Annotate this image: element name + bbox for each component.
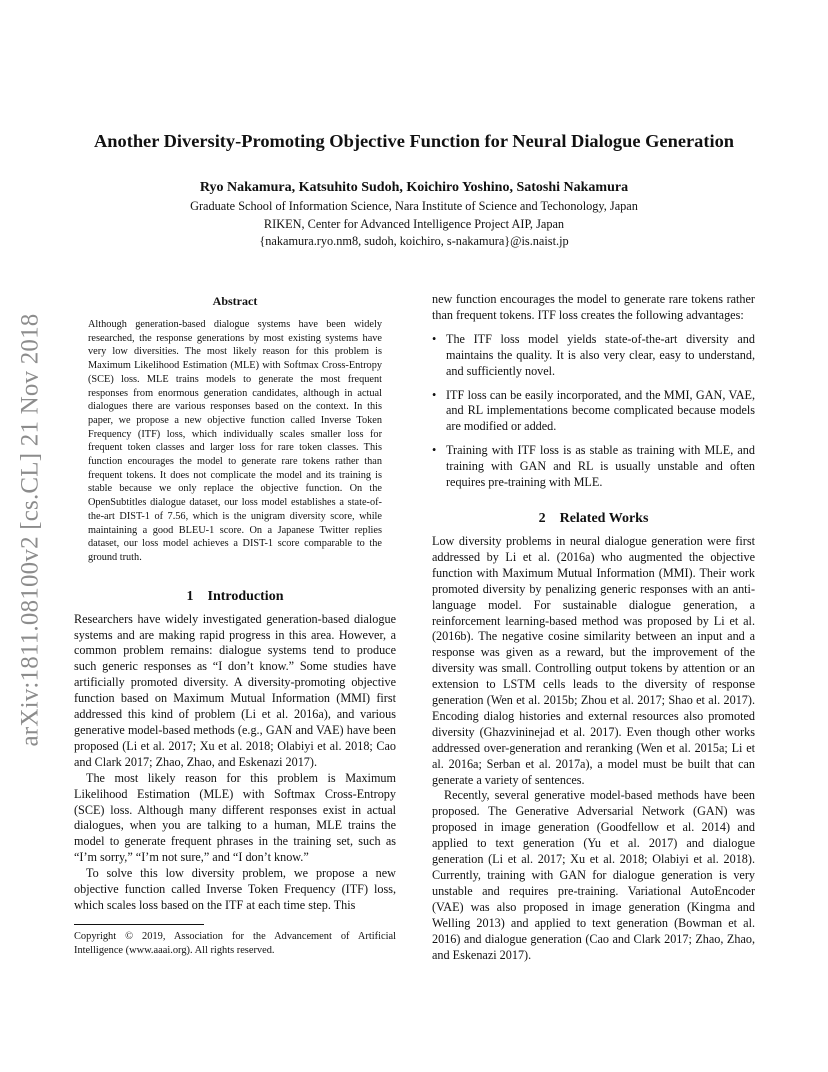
section-number: 2 [538,510,546,526]
list-item-text: ITF loss can be easily incorporated, and the MMI, GAN, VAE, and RL implementations become complicated because models are modified or added. [446,387,755,434]
section-number: 1 [186,588,194,604]
copyright-notice: Copyright © 2019, Association for the Advancement of Artificial Intelligence (www.aaai.org). All rights reserved. [74,931,396,956]
left-column [74,294,396,914]
footnote-rule [74,924,204,925]
author-list: Ryo Nakamura, Katsuhito Sudoh, Koichiro Yoshino, Satoshi Nakamura [199,180,629,195]
affiliation-line: Graduate School of Information Science, Nara Institute of Science and Techonology, Japan [190,199,638,213]
paragraph: Low diversity problems in neural dialogue generation were first addressed by Li et al. (2016a) who augmented the objective function with Maximum Mutual Information (MMI). Their work promoted diversity by penalizing generic responses with an anti-language model. For sustainable dialogue generation, a reinforcement learning-based method was proposed by Li et al. (2016b). The negative cosine similarity between an input and a response was given as a reward, but the improvement of the diversity was small. Controlling output tokens by attention or an extension to LSTM cells leads to the diversity of response generation (Wen et al. 2015b; Zhou et al. 2017; Shao et al. 2017). Encoding dialog histories and external resources also promoted diversity (Ghazvininejad et al. 2017). Even though other works addressed over-generation and reranking (Wen et al. 2015a; Li et al. 2016a; Serban et al. 2017a), a model must be built that can generate a variety of sentences. [432,533,755,787]
paragraph: To solve this low diversity problem, we propose a new objective function called Inverse Token Frequency (ITF) loss, which scales loss based on the ITF at each time step. This [74,866,396,912]
affiliation-line: RIKEN, Center for Advanced Intelligence Project AIP, Japan [263,216,565,231]
email-line: {nakamura.ryo.nm8, sudoh, koichiro, s-nakamura}@is.naist.jp [259,234,569,248]
list-item [432,332,755,380]
bullet-icon: • [432,443,437,458]
list-item [432,443,755,491]
affiliation-block [60,198,768,251]
advantages-list [432,332,755,491]
abstract-heading: Abstract [212,294,258,308]
section-heading-related-works [432,511,755,527]
paragraph: The most likely reason for this problem is Maximum Likelihood Estimation (MLE) with Softmax Cross-Entropy (SCE) loss. Although many different responses exist in actual dialogues, when you are talking to a human, MLE trains the model to generate frequent phrases in the training set, such as “I’m sorry,” “I’m not sure,” and “I don’t know.” [74,770,396,865]
list-item-text: Training with ITF loss is as stable as training with MLE, and training with GAN and RL is usually unstable and often requires pre-training with MLE. [446,443,755,490]
paper-title: Another Diversity-Promoting Objective Function for Neural Dialogue Generation [93,131,734,151]
section-heading-introduction [74,589,396,605]
paragraph: new function encourages the model to generate rare tokens rather than frequent tokens. ITF loss creates the following advantages: [432,292,755,322]
list-item [432,388,755,436]
abstract-text: Although generation-based dialogue systems have been widely researched, the response generations by most existing systems have very low diversities. The most likely reason for this problem is Maximum Likelihood Estimation (MLE) with Softmax Cross-Entropy (SCE) loss. MLE trains models to generate the most frequent responses from enormous generation candidates, although in actual dialogues there are various responses based on the context. In this paper, we propose a new objective function called Inverse Token Frequency (ITF) loss, which individually scales smaller loss for frequent token classes and larger loss for rare token classes. This function encourages the model to generate rare tokens rather than frequent tokens. It does not complicate the model and its training is stable because we only replace the objective function. On the OpenSubtitles dialogue dataset, our loss model establishes a state-of-the-art DIST-1 of 7.56, which is the unigram diversity score, while maintaining a good BLEU-1 score. On a Japanese Twitter replies dataset, our loss model achieves a DIST-1 score comparable to the ground truth. [88,319,382,563]
list-item-text: The ITF loss model yields state-of-the-art diversity and maintains the quality. It is also very clear, easy to understand, and sufficiently novel. [446,331,755,378]
arxiv-identifier [10,270,50,790]
right-column [432,294,755,963]
paragraph: Recently, several generative model-based methods have been proposed. The Generative Adversarial Network (GAN) was proposed in image generation (Goodfellow et al. 2014) and applied to text generation (Yu et al. 2017) and dialogue generation (Li et al. 2017; Xu et al. 2018; Olabiyi et al. 2018). Currently, training with GAN for dialogue generation is very unstable and requires pre-training. Variational AutoEncoder (VAE) was also proposed in image generation (Kingma and Welling 2013) and applied to text generation (Bowman et al. 2016) and dialogue generation (Cao and Clark 2017; Zhao, Zhao, and Eskenazi 2017). [432,788,755,962]
paragraph: Researchers have widely investigated generation-based dialogue systems and are making rapid progress in this area. However, a common problem remains: dialogue systems tend to produce such generic responses as “I don’t know.” Some studies have artificially promoted diversity. A diversity-promoting objective function based on Maximum Mutual Information (MMI) first addressed this kind of problem (Li et al. 2016a), and various generative model-based methods (e.g., GAN and VAE) have been proposed (Li et al. 2017; Xu et al. 2018; Olabiyi et al. 2018; Cao and Clark 2017; Zhao, Zhao, and Eskenazi 2017). [74,611,396,769]
bullet-icon: • [432,331,437,346]
arxiv-identifier-text: arXiv:1811.08100v2 [cs.CL] 21 Nov 2018 [16,313,44,747]
bullet-icon: • [432,387,437,402]
section-title: Related Works [559,510,649,526]
section-title: Introduction [207,588,284,604]
